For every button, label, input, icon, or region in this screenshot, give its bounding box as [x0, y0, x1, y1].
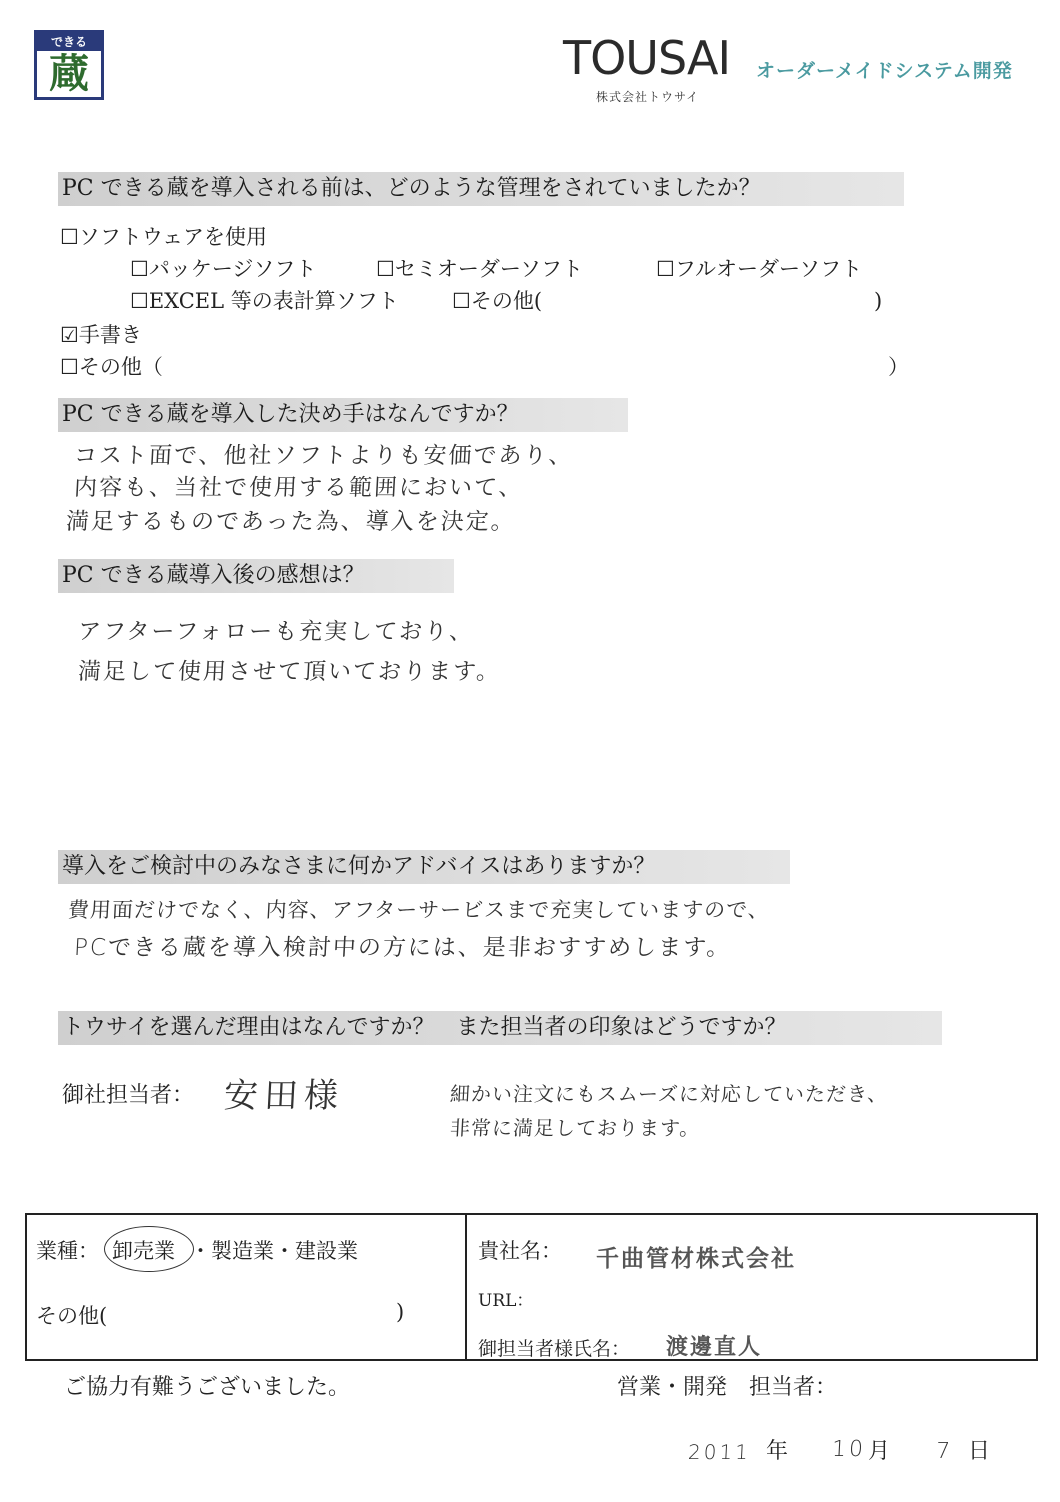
- option-other-software-close: ): [874, 289, 883, 313]
- date-year-unit: 年: [766, 1439, 789, 1464]
- industry-wholesale: 卸売業: [112, 1239, 175, 1263]
- staff-label: 営業・開発 担当者：: [617, 1375, 838, 1400]
- option-other-close: ）: [888, 355, 909, 379]
- date-month-unit: 月: [868, 1439, 891, 1464]
- answer-2-line-1: コスト面で、他社ソフトよりも安価であり、: [73, 443, 575, 469]
- question-5-title: トウサイを選んだ理由はなんですか？ また担当者の印象はどうですか？: [58, 1011, 942, 1045]
- logo-kanji: 蔵: [49, 50, 89, 97]
- answer-2-line-3: 満足するものであった為、導入を決定。: [65, 509, 517, 535]
- industry-other-close: ): [396, 1300, 405, 1324]
- option-other: ☐その他（: [60, 355, 163, 379]
- info-form-divider: [465, 1213, 467, 1361]
- answer-5-line-1: 細かい注文にもスムーズに対応していただき、: [449, 1082, 889, 1106]
- industry-others-list: ・製造業・建設業: [190, 1239, 358, 1263]
- date-year: 2011: [687, 1440, 752, 1464]
- dekiru-kura-logo: [34, 30, 104, 100]
- answer-3-line-1: アフターフォローも充実しており、: [77, 619, 475, 645]
- question-4-title: 導入をご検討中のみなさまに何かアドバイスはありますか？: [58, 850, 790, 884]
- contact-label: 御担当者様氏名：: [478, 1338, 631, 1360]
- answer-4-line-2: PCできる蔵を導入検討中の方には、是非おすすめします。: [73, 935, 733, 961]
- logo-top-text: できる: [37, 33, 101, 51]
- option-package-soft: ☐パッケージソフト: [130, 257, 317, 281]
- option-excel: ☐EXCEL 等の表計算ソフト: [130, 289, 399, 313]
- answer-3-line-2: 満足して使用させて頂いております。: [77, 659, 502, 685]
- question-3-title: PC できる蔵導入後の感想は？: [58, 559, 454, 593]
- industry-other-label: その他(: [36, 1304, 108, 1328]
- option-full-order-soft: ☐フルオーダーソフト: [656, 257, 863, 281]
- question-2-title: PC できる蔵を導入した決め手はなんですか？: [58, 398, 628, 432]
- contact-value: 渡邊直人: [666, 1335, 763, 1360]
- date-day: 7: [935, 1439, 953, 1464]
- company-value: 千曲管材株式会社: [596, 1246, 796, 1272]
- date-day-unit: 日: [968, 1439, 991, 1464]
- answer-5-line-2: 非常に満足しております。: [449, 1116, 702, 1140]
- rep-name: 安田様: [222, 1076, 346, 1116]
- option-handwritten: ☑手書き: [60, 323, 142, 347]
- option-semi-order-soft: ☐セミオーダーソフト: [376, 257, 583, 281]
- rep-label: 御社担当者：: [62, 1083, 195, 1108]
- brand-name: TOUSAI: [563, 31, 731, 85]
- url-label: URL：: [478, 1291, 534, 1311]
- brand-tagline: オーダーメイドシステム開発: [756, 60, 1013, 82]
- option-software: ☐ソフトウェアを使用: [60, 225, 267, 249]
- industry-label: 業種：: [36, 1239, 99, 1263]
- date-month: 10: [831, 1437, 867, 1462]
- option-other-software: ☐その他(: [452, 289, 543, 313]
- company-label: 貴社名：: [478, 1239, 562, 1263]
- answer-2-line-2: 内容も、当社で使用する範囲において、: [73, 475, 525, 501]
- question-1-title: PC できる蔵を導入される前は、どのような管理をされていましたか？: [58, 172, 904, 206]
- answer-4-line-1: 費用面だけでなく、内容、アフターサービスまで充実していますので、: [67, 898, 771, 922]
- thanks-message: ご協力有難うございました。: [64, 1375, 351, 1400]
- brand-company: 株式会社トウサイ: [596, 90, 700, 104]
